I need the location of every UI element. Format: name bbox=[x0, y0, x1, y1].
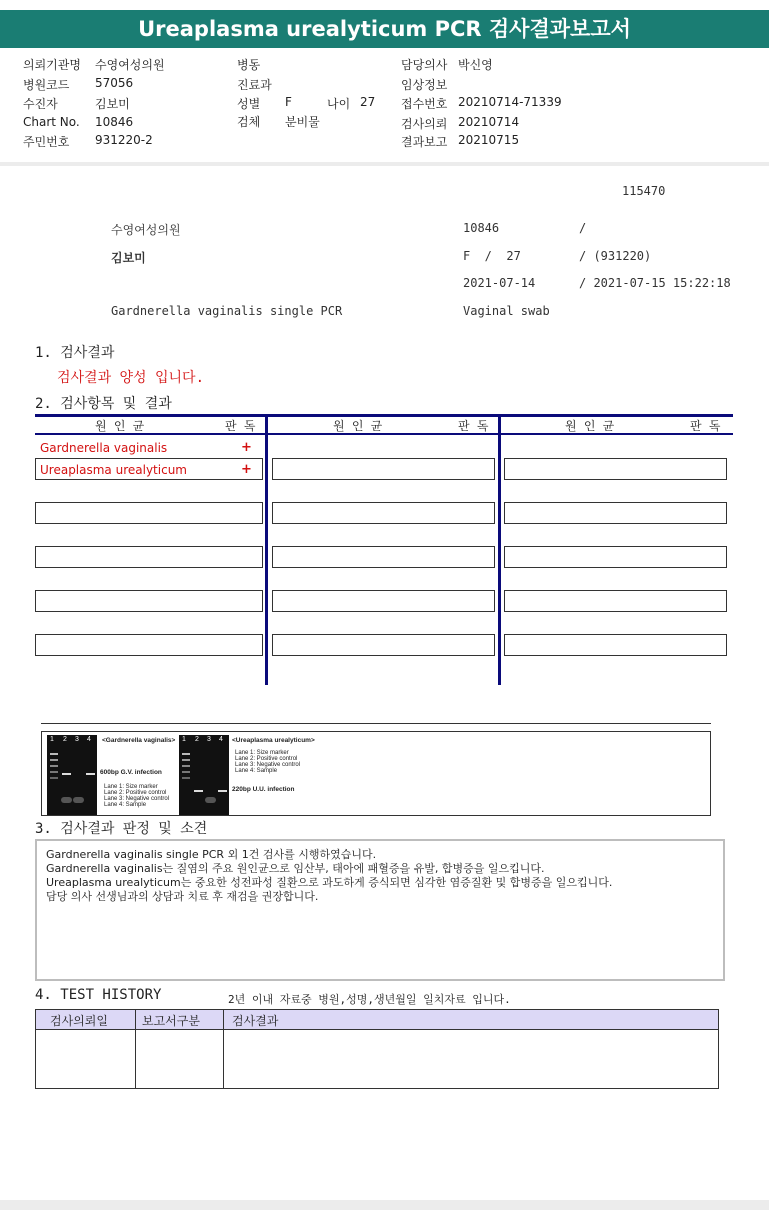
column-divider bbox=[265, 414, 268, 685]
lane-number: 4 bbox=[87, 736, 91, 743]
header-info bbox=[0, 52, 769, 166]
section1-heading: 1. 검사결과 bbox=[35, 345, 115, 361]
comment-line: Gardnerella vaginalis single PCR 외 1건 검사를 시행하였습니다. bbox=[46, 848, 377, 861]
gel-legend-line: Lane 4: Sample bbox=[235, 768, 278, 774]
birth-date: / (931220) bbox=[579, 249, 652, 263]
result-cell bbox=[35, 634, 263, 656]
col-header-judgement: 판 독 bbox=[225, 419, 256, 433]
col-header-judgement: 판 독 bbox=[458, 419, 489, 433]
gel-legend-line: Lane 1: Size marker bbox=[104, 784, 158, 790]
history-col-header: 보고서구분 bbox=[142, 1014, 200, 1028]
comment-box bbox=[35, 839, 725, 981]
gel-legend-line: Lane 2: Positive control bbox=[235, 756, 298, 762]
doctor-value: 박신영 bbox=[458, 58, 493, 72]
gel-legend-line: Lane 2: Positive control bbox=[104, 790, 167, 796]
gel-title-left: <Gardnerella vaginalis> bbox=[102, 737, 176, 744]
col-header-pathogen: 원 인 균 bbox=[333, 419, 383, 433]
request-value: 20210714 bbox=[458, 115, 520, 129]
specimen-label: 검체 bbox=[237, 115, 261, 129]
test-name: Gardnerella vaginalis single PCR bbox=[111, 304, 343, 318]
report-title: Ureaplasma urealyticum PCR 검사결과보고서 bbox=[0, 10, 769, 48]
rrn-value: 931220-2 bbox=[95, 133, 153, 147]
result-cell bbox=[272, 590, 495, 612]
history-col-header: 검사의뢰일 bbox=[50, 1014, 108, 1028]
result-cell bbox=[35, 458, 263, 480]
gel-band-label-left: 600bp G.V. infection bbox=[100, 769, 162, 776]
hospital-code-value: 57056 bbox=[95, 76, 134, 90]
collected-date: 2021-07-14 bbox=[463, 276, 536, 290]
result-cell bbox=[504, 502, 727, 524]
lane-number: 1 bbox=[182, 736, 186, 743]
institution-label: 의뢰기관명 bbox=[23, 58, 81, 72]
specimen-type: Vaginal swab bbox=[463, 304, 550, 318]
history-note: 2년 이내 자료중 병원,성명,생년월일 일치자료 입니다. bbox=[228, 993, 511, 1006]
result-cell bbox=[35, 502, 263, 524]
hospital-code-label: 병원코드 bbox=[23, 78, 70, 92]
patient-label: 수진자 bbox=[23, 97, 58, 111]
sex-age: F / 27 bbox=[463, 249, 521, 263]
lane-number: 2 bbox=[63, 736, 67, 743]
comment-line: 담당 의사 선생님과의 상담과 치료 후 재검을 권장합니다. bbox=[46, 890, 319, 903]
reported-datetime: / 2021-07-15 15:22:18 bbox=[579, 276, 731, 290]
column-divider bbox=[498, 414, 501, 685]
patient-name: 김보미 bbox=[111, 251, 146, 265]
clinic-name: 수영여성의원 bbox=[111, 223, 181, 237]
gel-band-label-right: 220bp U.U. infection bbox=[232, 786, 295, 793]
comment-line: Gardnerella vaginalis는 질염의 주요 원인균으로 임산부, 태아에 패혈증을 유발, 합병증을 일으킵니다. bbox=[46, 862, 545, 875]
request-label: 검사의뢰 bbox=[401, 117, 448, 131]
test-history-table bbox=[35, 1009, 719, 1089]
receipt-value: 20210714-71339 bbox=[458, 95, 562, 109]
result-cell bbox=[35, 546, 263, 568]
section2-heading: 2. 검사항목 및 결과 bbox=[35, 396, 172, 412]
column-divider bbox=[135, 1010, 136, 1088]
pathogen-name: Gardnerella vaginalis bbox=[40, 441, 168, 455]
institution-value: 수영여성의원 bbox=[95, 58, 165, 72]
result-cell bbox=[272, 502, 495, 524]
rrn-label: 주민번호 bbox=[23, 135, 70, 149]
gel-image-gardnerella bbox=[47, 735, 97, 815]
pathogen-result: + bbox=[241, 462, 252, 477]
result-cell bbox=[272, 634, 495, 656]
gel-legend-line: Lane 4: Sample bbox=[104, 802, 147, 808]
col-header-pathogen: 원 인 균 bbox=[565, 419, 615, 433]
result-cell bbox=[504, 590, 727, 612]
gel-legend-line: Lane 3: Negative control bbox=[235, 762, 301, 768]
comment-line: Ureaplasma urealyticum는 중요한 성전파성 질환으로 과도하게 증식되면 심각한 염증질환 및 합병증을 일으킵니다. bbox=[46, 876, 613, 889]
result-cell bbox=[504, 634, 727, 656]
age-label: 나이 bbox=[327, 97, 351, 111]
result-cell bbox=[504, 546, 727, 568]
gel-title-right: <Ureaplasma urealyticum> bbox=[232, 737, 315, 744]
specimen-value: 분비물 bbox=[285, 115, 320, 129]
column-divider bbox=[223, 1010, 224, 1088]
history-header-row bbox=[36, 1010, 718, 1030]
lane-number: 4 bbox=[219, 736, 223, 743]
sex-label: 성별 bbox=[237, 97, 261, 111]
history-col-header: 검사결과 bbox=[232, 1014, 279, 1028]
chart-separator: / bbox=[579, 221, 587, 235]
pathogen-name: Ureaplasma urealyticum bbox=[40, 463, 187, 477]
result-summary: 검사결과 양성 입니다. bbox=[57, 370, 205, 386]
gel-legend-line: Lane 1: Size marker bbox=[235, 750, 289, 756]
lane-number: 2 bbox=[195, 736, 199, 743]
patient-value: 김보미 bbox=[95, 97, 130, 111]
lane-number: 3 bbox=[207, 736, 211, 743]
clinical-label: 임상정보 bbox=[401, 78, 448, 92]
report-label: 결과보고 bbox=[401, 135, 448, 149]
ward-label: 병동 bbox=[237, 58, 261, 72]
chart-number: 10846 bbox=[463, 221, 500, 235]
section4-heading: 4. TEST HISTORY bbox=[35, 987, 162, 1003]
col-header-pathogen: 원 인 균 bbox=[95, 419, 145, 433]
doctor-label: 담당의사 bbox=[401, 58, 448, 72]
col-header-judgement: 판 독 bbox=[690, 419, 721, 433]
section3-heading: 3. 검사결과 판정 및 소견 bbox=[35, 821, 208, 837]
page-footer bbox=[0, 1200, 769, 1210]
chart-value: 10846 bbox=[95, 115, 134, 129]
result-cell bbox=[272, 458, 495, 480]
dept-label: 진료과 bbox=[237, 78, 272, 92]
result-cell bbox=[504, 458, 727, 480]
lane-number: 1 bbox=[50, 736, 54, 743]
gel-image-ureaplasma bbox=[179, 735, 229, 815]
sex-value: F bbox=[285, 95, 292, 109]
report-value: 20210715 bbox=[458, 133, 520, 147]
age-value: 27 bbox=[360, 95, 376, 109]
pathogen-result: + bbox=[241, 440, 252, 455]
gel-legend-line: Lane 3: Negative control bbox=[104, 796, 170, 802]
gel-electrophoresis-image bbox=[41, 731, 711, 816]
result-cell bbox=[272, 546, 495, 568]
result-cell bbox=[35, 590, 263, 612]
receipt-label: 접수번호 bbox=[401, 97, 448, 111]
lane-number: 3 bbox=[75, 736, 79, 743]
report-id: 115470 bbox=[622, 184, 666, 198]
chart-label: Chart No. bbox=[23, 115, 80, 129]
divider-line bbox=[41, 723, 711, 724]
